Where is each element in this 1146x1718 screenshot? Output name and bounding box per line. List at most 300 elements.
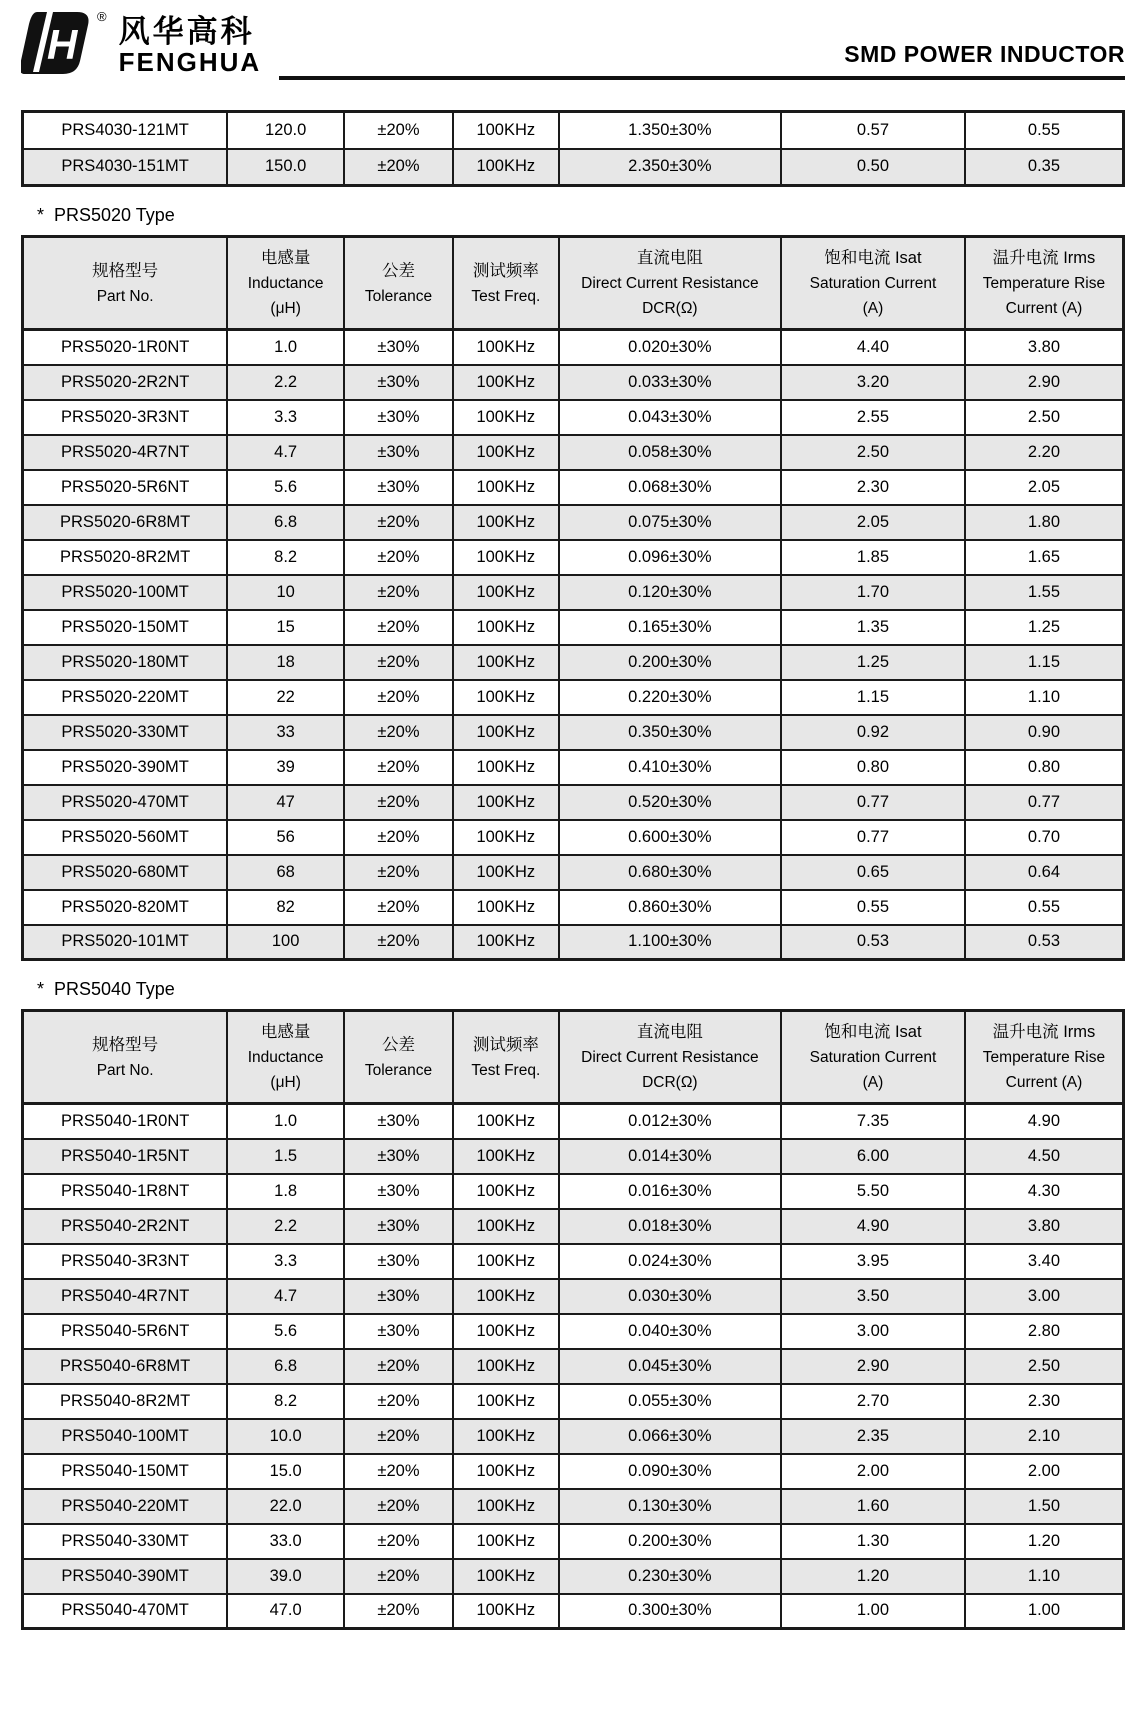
cell: 0.860±30% [559, 890, 781, 925]
cell: PRS5020-1R0NT [23, 330, 228, 365]
header-rule [279, 76, 1125, 80]
cell: 3.20 [781, 365, 965, 400]
cell: PRS4030-151MT [23, 149, 228, 186]
heading-marker: * [37, 979, 45, 999]
cell: 100KHz [453, 645, 559, 680]
cell: 82 [227, 890, 344, 925]
table-row [23, 1454, 1124, 1489]
cell: 0.77 [965, 785, 1124, 820]
cell: 0.53 [781, 925, 965, 960]
cell: 2.50 [965, 400, 1124, 435]
cell: 0.018±30% [559, 1209, 781, 1244]
cell: 3.80 [965, 330, 1124, 365]
cell: 0.024±30% [559, 1244, 781, 1279]
table-row [23, 1209, 1124, 1244]
fenghua-logo [21, 10, 261, 76]
cell: PRS5040-150MT [23, 1454, 228, 1489]
cell: 100KHz [453, 1594, 559, 1629]
cell: 0.220±30% [559, 680, 781, 715]
table-row [23, 610, 1124, 645]
brand-name-cn: 风华高科 [118, 14, 255, 49]
cell: 2.70 [781, 1384, 965, 1419]
cell: 0.020±30% [559, 330, 781, 365]
cell: 0.120±30% [559, 575, 781, 610]
cell: ±30% [344, 1104, 453, 1139]
cell: 0.068±30% [559, 470, 781, 505]
cell: 0.130±30% [559, 1489, 781, 1524]
cell: 1.25 [781, 645, 965, 680]
cell: PRS5020-3R3NT [23, 400, 228, 435]
cell: 33 [227, 715, 344, 750]
cell: 6.00 [781, 1139, 965, 1174]
cell: 5.6 [227, 1314, 344, 1349]
cell: 100KHz [453, 1419, 559, 1454]
cell: 0.043±30% [559, 400, 781, 435]
col-header-irms: 温升电流 Irms Temperature Rise Current (A) [965, 1011, 1124, 1104]
cell: PRS5040-8R2MT [23, 1384, 228, 1419]
cell: PRS5020-2R2NT [23, 365, 228, 400]
cell: PRS5040-100MT [23, 1419, 228, 1454]
cell: 1.25 [965, 610, 1124, 645]
col-header-dcr: 直流电阻 Direct Current Resistance DCR(Ω) [559, 1011, 781, 1104]
cell: 22.0 [227, 1489, 344, 1524]
cell: 4.90 [781, 1209, 965, 1244]
cell: 5.50 [781, 1174, 965, 1209]
cell: PRS5040-4R7NT [23, 1279, 228, 1314]
table-row [23, 855, 1124, 890]
cell: 1.10 [965, 680, 1124, 715]
cell: 0.77 [781, 785, 965, 820]
table-row [23, 645, 1124, 680]
table-row [23, 540, 1124, 575]
spec-table-header [23, 1011, 1124, 1104]
cell: 0.55 [965, 112, 1124, 149]
cell: 47 [227, 785, 344, 820]
cell: 0.80 [965, 750, 1124, 785]
cell: PRS5020-390MT [23, 750, 228, 785]
cell: 3.80 [965, 1209, 1124, 1244]
cell: 1.00 [965, 1594, 1124, 1629]
cell: ±30% [344, 330, 453, 365]
cell: 100KHz [453, 400, 559, 435]
cell: ±20% [344, 1419, 453, 1454]
cell: 8.2 [227, 540, 344, 575]
cell: 100KHz [453, 470, 559, 505]
cell: 0.200±30% [559, 1524, 781, 1559]
section-heading-label: PRS5040 Type [54, 979, 175, 999]
cell: ±30% [344, 1139, 453, 1174]
cell: 1.0 [227, 1104, 344, 1139]
spec-table-header [23, 237, 1124, 330]
col-header-part-no: 规格型号 Part No. [23, 1011, 228, 1104]
heading-marker: * [37, 205, 45, 225]
cell: 7.35 [781, 1104, 965, 1139]
table-row [23, 1524, 1124, 1559]
cell: 0.64 [965, 855, 1124, 890]
cell: 68 [227, 855, 344, 890]
table-row [23, 365, 1124, 400]
cell: 4.30 [965, 1174, 1124, 1209]
table-row [23, 330, 1124, 365]
cell: 100KHz [453, 890, 559, 925]
cell: 100KHz [453, 1104, 559, 1139]
brand-name [119, 16, 262, 75]
cell: ±30% [344, 435, 453, 470]
col-header-test-freq: 测试频率 Test Freq. [453, 237, 559, 330]
table-row [23, 149, 1124, 186]
cell: PRS5040-2R2NT [23, 1209, 228, 1244]
col-header-inductance: 电感量 Inductance (μH) [227, 237, 344, 330]
cell: 0.57 [781, 112, 965, 149]
cell: 2.2 [227, 365, 344, 400]
cell: 15.0 [227, 1454, 344, 1489]
cell: 1.50 [965, 1489, 1124, 1524]
cell: PRS5020-4R7NT [23, 435, 228, 470]
cell: ±20% [344, 505, 453, 540]
cell: PRS5040-3R3NT [23, 1244, 228, 1279]
cell: ±20% [344, 540, 453, 575]
cell: 0.680±30% [559, 855, 781, 890]
cell: ±20% [344, 645, 453, 680]
table-row [23, 820, 1124, 855]
cell: 2.00 [965, 1454, 1124, 1489]
cell: 1.8 [227, 1174, 344, 1209]
cell: 0.012±30% [559, 1104, 781, 1139]
table-row [23, 1384, 1124, 1419]
registered-mark: ® [97, 9, 107, 24]
cell: 0.014±30% [559, 1139, 781, 1174]
cell: PRS5020-6R8MT [23, 505, 228, 540]
cell: 0.090±30% [559, 1454, 781, 1489]
cell: ±20% [344, 112, 453, 149]
cell: 0.033±30% [559, 365, 781, 400]
col-header-part-no: 规格型号 Part No. [23, 237, 228, 330]
cell: PRS5020-8R2MT [23, 540, 228, 575]
cell: 1.0 [227, 330, 344, 365]
table-row [23, 1174, 1124, 1209]
cell: 6.8 [227, 1349, 344, 1384]
cell: 2.350±30% [559, 149, 781, 186]
brand-name-en: FENGHUA [118, 47, 262, 77]
col-header-dcr: 直流电阻 Direct Current Resistance DCR(Ω) [559, 237, 781, 330]
cell: 10.0 [227, 1419, 344, 1454]
cell: 1.35 [781, 610, 965, 645]
cell: 0.040±30% [559, 1314, 781, 1349]
col-header-tolerance: 公差 Tolerance [344, 237, 453, 330]
table-row [23, 1594, 1124, 1629]
table-row [23, 925, 1124, 960]
cell: 2.00 [781, 1454, 965, 1489]
cell: 100KHz [453, 1384, 559, 1419]
cell: 1.70 [781, 575, 965, 610]
cell: ±30% [344, 1209, 453, 1244]
cell: ±30% [344, 1279, 453, 1314]
cell: 1.85 [781, 540, 965, 575]
cell: 100KHz [453, 505, 559, 540]
cell: 2.90 [965, 365, 1124, 400]
col-header-tolerance: 公差 Tolerance [344, 1011, 453, 1104]
col-header-isat: 饱和电流 Isat Saturation Current (A) [781, 1011, 965, 1104]
cell: ±20% [344, 575, 453, 610]
cell: 100KHz [453, 925, 559, 960]
cell: 1.30 [781, 1524, 965, 1559]
cell: 3.3 [227, 400, 344, 435]
cell: 150.0 [227, 149, 344, 186]
cell: 3.00 [781, 1314, 965, 1349]
cell: PRS5020-100MT [23, 575, 228, 610]
title-block [279, 10, 1125, 80]
col-header-irms: 温升电流 Irms Temperature Rise Current (A) [965, 237, 1124, 330]
cell: 0.230±30% [559, 1559, 781, 1594]
cell: 0.70 [965, 820, 1124, 855]
table-row [23, 785, 1124, 820]
cell: 39.0 [227, 1559, 344, 1594]
cell: 100 [227, 925, 344, 960]
cell: 100KHz [453, 1349, 559, 1384]
cell: PRS5040-330MT [23, 1524, 228, 1559]
cell: 5.6 [227, 470, 344, 505]
cell: 56 [227, 820, 344, 855]
table-row [23, 470, 1124, 505]
cell: 18 [227, 645, 344, 680]
cell: 0.600±30% [559, 820, 781, 855]
cell: ±20% [344, 890, 453, 925]
fenghua-logo-mark-icon [21, 10, 95, 76]
cell: 0.77 [781, 820, 965, 855]
cell: 2.55 [781, 400, 965, 435]
cell: 1.100±30% [559, 925, 781, 960]
cell: 0.300±30% [559, 1594, 781, 1629]
cell: PRS5020-470MT [23, 785, 228, 820]
cell: 2.30 [965, 1384, 1124, 1419]
table-row [23, 1279, 1124, 1314]
cell: 2.50 [965, 1349, 1124, 1384]
cell: PRS5020-820MT [23, 890, 228, 925]
cell: 100KHz [453, 1139, 559, 1174]
cell: 2.10 [965, 1419, 1124, 1454]
cell: 100KHz [453, 112, 559, 149]
cell: ±20% [344, 149, 453, 186]
cell: ±20% [344, 820, 453, 855]
table-row [23, 1559, 1124, 1594]
cell: PRS5020-150MT [23, 610, 228, 645]
cell: PRS5040-6R8MT [23, 1349, 228, 1384]
cell: 100KHz [453, 820, 559, 855]
cell: ±30% [344, 1314, 453, 1349]
section-heading-label: PRS5020 Type [54, 205, 175, 225]
cell: 2.50 [781, 435, 965, 470]
cell: PRS5040-1R0NT [23, 1104, 228, 1139]
cell: 100KHz [453, 1174, 559, 1209]
cell: 2.30 [781, 470, 965, 505]
table-row [23, 1489, 1124, 1524]
table-row [23, 400, 1124, 435]
cell: 0.058±30% [559, 435, 781, 470]
cell: 4.7 [227, 435, 344, 470]
cell: 3.3 [227, 1244, 344, 1279]
cell: 0.096±30% [559, 540, 781, 575]
cell: 0.53 [965, 925, 1124, 960]
cell: 22 [227, 680, 344, 715]
cell: ±20% [344, 855, 453, 890]
cell: 100KHz [453, 1209, 559, 1244]
spec-table-prs5020 [21, 235, 1125, 961]
section-heading-prs5020 [37, 205, 1125, 226]
cell: 2.05 [781, 505, 965, 540]
table-row [23, 505, 1124, 540]
cell: 1.80 [965, 505, 1124, 540]
cell: 6.8 [227, 505, 344, 540]
page-title: SMD POWER INDUCTOR [844, 41, 1125, 67]
table-row [23, 1419, 1124, 1454]
cell: 100KHz [453, 1244, 559, 1279]
cell: 100KHz [453, 785, 559, 820]
cell: 100KHz [453, 330, 559, 365]
table-row [23, 750, 1124, 785]
cell: ±30% [344, 365, 453, 400]
cell: 0.410±30% [559, 750, 781, 785]
table-row [23, 435, 1124, 470]
cell: 2.05 [965, 470, 1124, 505]
cell: ±20% [344, 715, 453, 750]
cell: 0.65 [781, 855, 965, 890]
table-row [23, 112, 1124, 149]
cell: PRS5040-1R8NT [23, 1174, 228, 1209]
cell: ±20% [344, 680, 453, 715]
cell: PRS5040-470MT [23, 1594, 228, 1629]
cell: 0.030±30% [559, 1279, 781, 1314]
cell: 0.075±30% [559, 505, 781, 540]
cell: PRS4030-121MT [23, 112, 228, 149]
cell: 100KHz [453, 540, 559, 575]
table-row [23, 715, 1124, 750]
cell: 1.65 [965, 540, 1124, 575]
cell: 100KHz [453, 1559, 559, 1594]
cell: 2.90 [781, 1349, 965, 1384]
cell: 3.50 [781, 1279, 965, 1314]
cell: 0.80 [781, 750, 965, 785]
cell: 0.165±30% [559, 610, 781, 645]
cell: 47.0 [227, 1594, 344, 1629]
table-row [23, 1349, 1124, 1384]
cell: 100KHz [453, 1314, 559, 1349]
cell: 1.10 [965, 1559, 1124, 1594]
cell: 0.200±30% [559, 645, 781, 680]
cell: 1.20 [781, 1559, 965, 1594]
table-row [23, 890, 1124, 925]
spec-table-prs5040 [21, 1009, 1125, 1630]
cell: 0.045±30% [559, 1349, 781, 1384]
cell: 4.90 [965, 1104, 1124, 1139]
cell: 100KHz [453, 610, 559, 645]
cell: 0.520±30% [559, 785, 781, 820]
cell: 3.00 [965, 1279, 1124, 1314]
cell: 0.90 [965, 715, 1124, 750]
cell: ±20% [344, 1489, 453, 1524]
table-row [23, 1104, 1124, 1139]
cell: 15 [227, 610, 344, 645]
cell: ±20% [344, 925, 453, 960]
cell: ±20% [344, 785, 453, 820]
cell: 120.0 [227, 112, 344, 149]
cell: 39 [227, 750, 344, 785]
cell: 3.40 [965, 1244, 1124, 1279]
cell: PRS5040-220MT [23, 1489, 228, 1524]
cell: 0.066±30% [559, 1419, 781, 1454]
cell: PRS5020-5R6NT [23, 470, 228, 505]
cell: ±30% [344, 1244, 453, 1279]
cell: 0.35 [965, 149, 1124, 186]
cell: 0.016±30% [559, 1174, 781, 1209]
cell: 2.35 [781, 1419, 965, 1454]
cell: PRS5020-180MT [23, 645, 228, 680]
cell: 4.7 [227, 1279, 344, 1314]
cell: ±20% [344, 750, 453, 785]
cell: 1.00 [781, 1594, 965, 1629]
cell: 100KHz [453, 855, 559, 890]
cell: 0.350±30% [559, 715, 781, 750]
cell: 1.20 [965, 1524, 1124, 1559]
table-row [23, 575, 1124, 610]
table-row [23, 1314, 1124, 1349]
cell: 100KHz [453, 435, 559, 470]
cell: 33.0 [227, 1524, 344, 1559]
cell: 10 [227, 575, 344, 610]
cell: 8.2 [227, 1384, 344, 1419]
cell: 3.95 [781, 1244, 965, 1279]
cell: 1.15 [965, 645, 1124, 680]
cell: 100KHz [453, 365, 559, 400]
svg-text:H: H [47, 21, 78, 68]
cell: PRS5040-5R6NT [23, 1314, 228, 1349]
cell: 1.55 [965, 575, 1124, 610]
cell: ±20% [344, 1524, 453, 1559]
cell: 2.80 [965, 1314, 1124, 1349]
cell: 0.55 [781, 890, 965, 925]
cell: 100KHz [453, 715, 559, 750]
cell: PRS5020-101MT [23, 925, 228, 960]
cell: PRS5020-680MT [23, 855, 228, 890]
cell: 1.15 [781, 680, 965, 715]
cell: 100KHz [453, 1279, 559, 1314]
cell: 100KHz [453, 575, 559, 610]
cell: ±30% [344, 400, 453, 435]
cell: 4.50 [965, 1139, 1124, 1174]
table-row [23, 1244, 1124, 1279]
cell: PRS5020-220MT [23, 680, 228, 715]
cell: PRS5040-1R5NT [23, 1139, 228, 1174]
table-row [23, 680, 1124, 715]
section-heading-prs5040 [37, 979, 1125, 1000]
cell: 0.50 [781, 149, 965, 186]
page-header [21, 10, 1125, 80]
cell: 1.5 [227, 1139, 344, 1174]
cell: 2.2 [227, 1209, 344, 1244]
col-header-inductance: 电感量 Inductance (μH) [227, 1011, 344, 1104]
cell: 100KHz [453, 750, 559, 785]
cell: ±20% [344, 1594, 453, 1629]
cell: 1.60 [781, 1489, 965, 1524]
col-header-test-freq: 测试频率 Test Freq. [453, 1011, 559, 1104]
cell: PRS5020-330MT [23, 715, 228, 750]
cell: 100KHz [453, 149, 559, 186]
cell: ±20% [344, 610, 453, 645]
col-header-isat: 饱和电流 Isat Saturation Current (A) [781, 237, 965, 330]
cell: ±30% [344, 470, 453, 505]
cell: 1.350±30% [559, 112, 781, 149]
cell: 100KHz [453, 1524, 559, 1559]
cell: 0.92 [781, 715, 965, 750]
